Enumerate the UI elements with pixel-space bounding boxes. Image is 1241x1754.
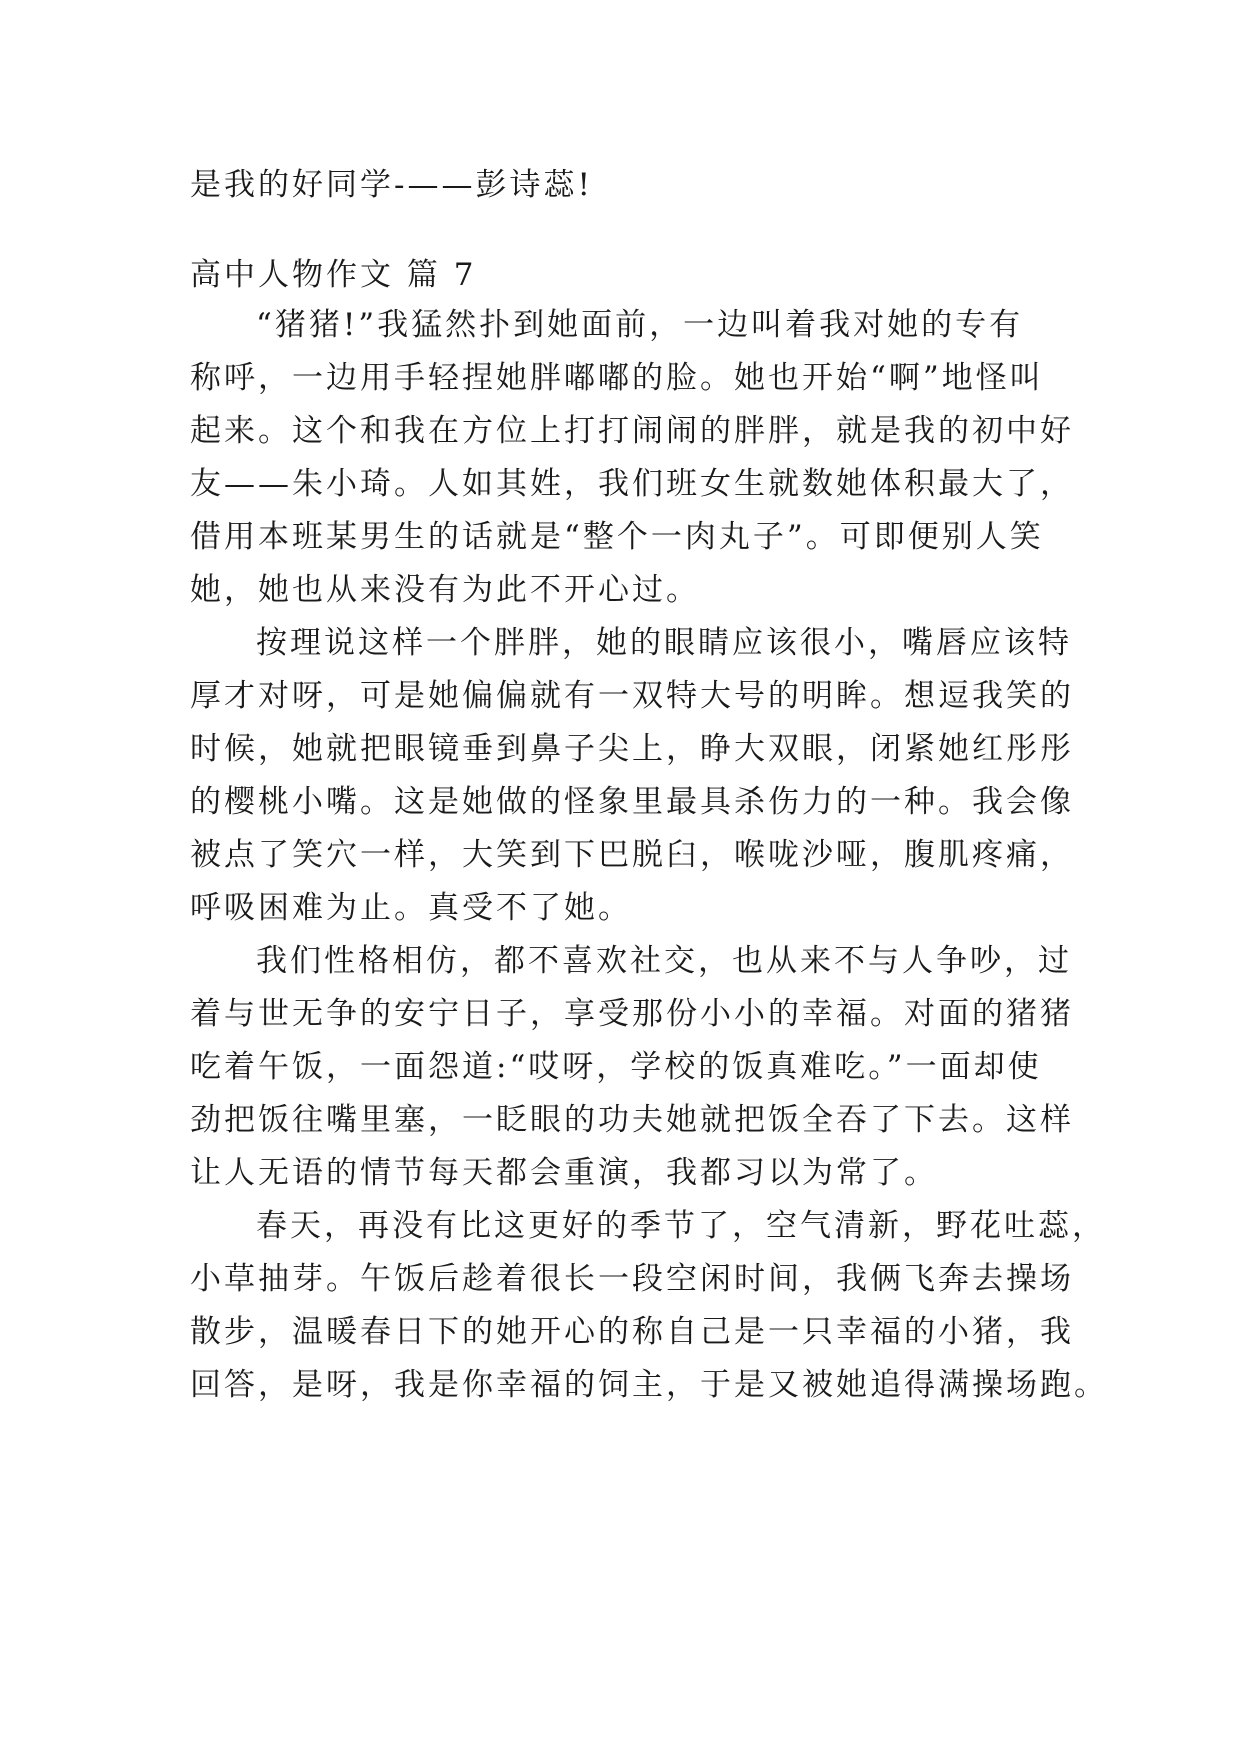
paragraph-line: 让人无语的情节每天都会重演，我都习以为常了。	[190, 1155, 938, 1191]
paragraph-line: 回答，是呀，我是你幸福的饲主，于是又被她追得满操场跑。	[190, 1367, 1108, 1403]
section-heading: 高中人物作文 篇 7	[190, 257, 477, 293]
paragraph-line: 被点了笑穴一样，大笑到下巴脱臼，喉咙沙哑，腹肌疼痛，	[190, 837, 1074, 873]
paragraph-line: 我们性格相仿，都不喜欢社交，也从来不与人争吵，过	[256, 943, 1072, 979]
paragraph-line: 她，她也从来没有为此不开心过。	[190, 572, 700, 608]
paragraph-line: 呼吸困难为止。真受不了她。	[190, 890, 632, 926]
paragraph-line: 称呼，一边用手轻捏她胖嘟嘟的脸。她也开始“啊”地怪叫	[190, 360, 1044, 396]
text-line: 是我的好同学-——彭诗蕊!	[190, 167, 593, 203]
paragraph-line: 春天，再没有比这更好的季节了，空气清新，野花吐蕊，	[256, 1208, 1106, 1244]
paragraph-line: 的樱桃小嘴。这是她做的怪象里最具杀伤力的一种。我会像	[190, 784, 1074, 820]
paragraph-line: 借用本班某男生的话就是“整个一肉丸子”。可即便别人笑	[190, 519, 1044, 555]
paragraph-line: 吃着午饭，一面怨道:“哎呀，学校的饭真难吃。”一面却使	[190, 1049, 1042, 1085]
paragraph-line: 友——朱小琦。人如其姓，我们班女生就数她体积最大了，	[190, 466, 1074, 502]
paragraph-line: 按理说这样一个胖胖，她的眼睛应该很小，嘴唇应该特	[256, 625, 1072, 661]
paragraph-line: 起来。这个和我在方位上打打闹闹的胖胖，就是我的初中好	[190, 413, 1074, 449]
paragraph-line: “猪猪!”我猛然扑到她面前，一边叫着我对她的专有	[256, 307, 1024, 343]
paragraph-line: 时候，她就把眼镜垂到鼻子尖上，睁大双眼，闭紧她红彤彤	[190, 731, 1074, 767]
paragraph-line: 着与世无争的安宁日子，享受那份小小的幸福。对面的猪猪	[190, 996, 1074, 1032]
paragraph-line: 小草抽芽。午饭后趁着很长一段空闲时间，我俩飞奔去操场	[190, 1261, 1074, 1297]
paragraph-line: 劲把饭往嘴里塞，一眨眼的功夫她就把饭全吞了下去。这样	[190, 1102, 1074, 1138]
paragraph-line: 厚才对呀，可是她偏偏就有一双特大号的明眸。想逗我笑的	[190, 678, 1074, 714]
paragraph-line: 散步，温暖春日下的她开心的称自己是一只幸福的小猪，我	[190, 1314, 1074, 1350]
